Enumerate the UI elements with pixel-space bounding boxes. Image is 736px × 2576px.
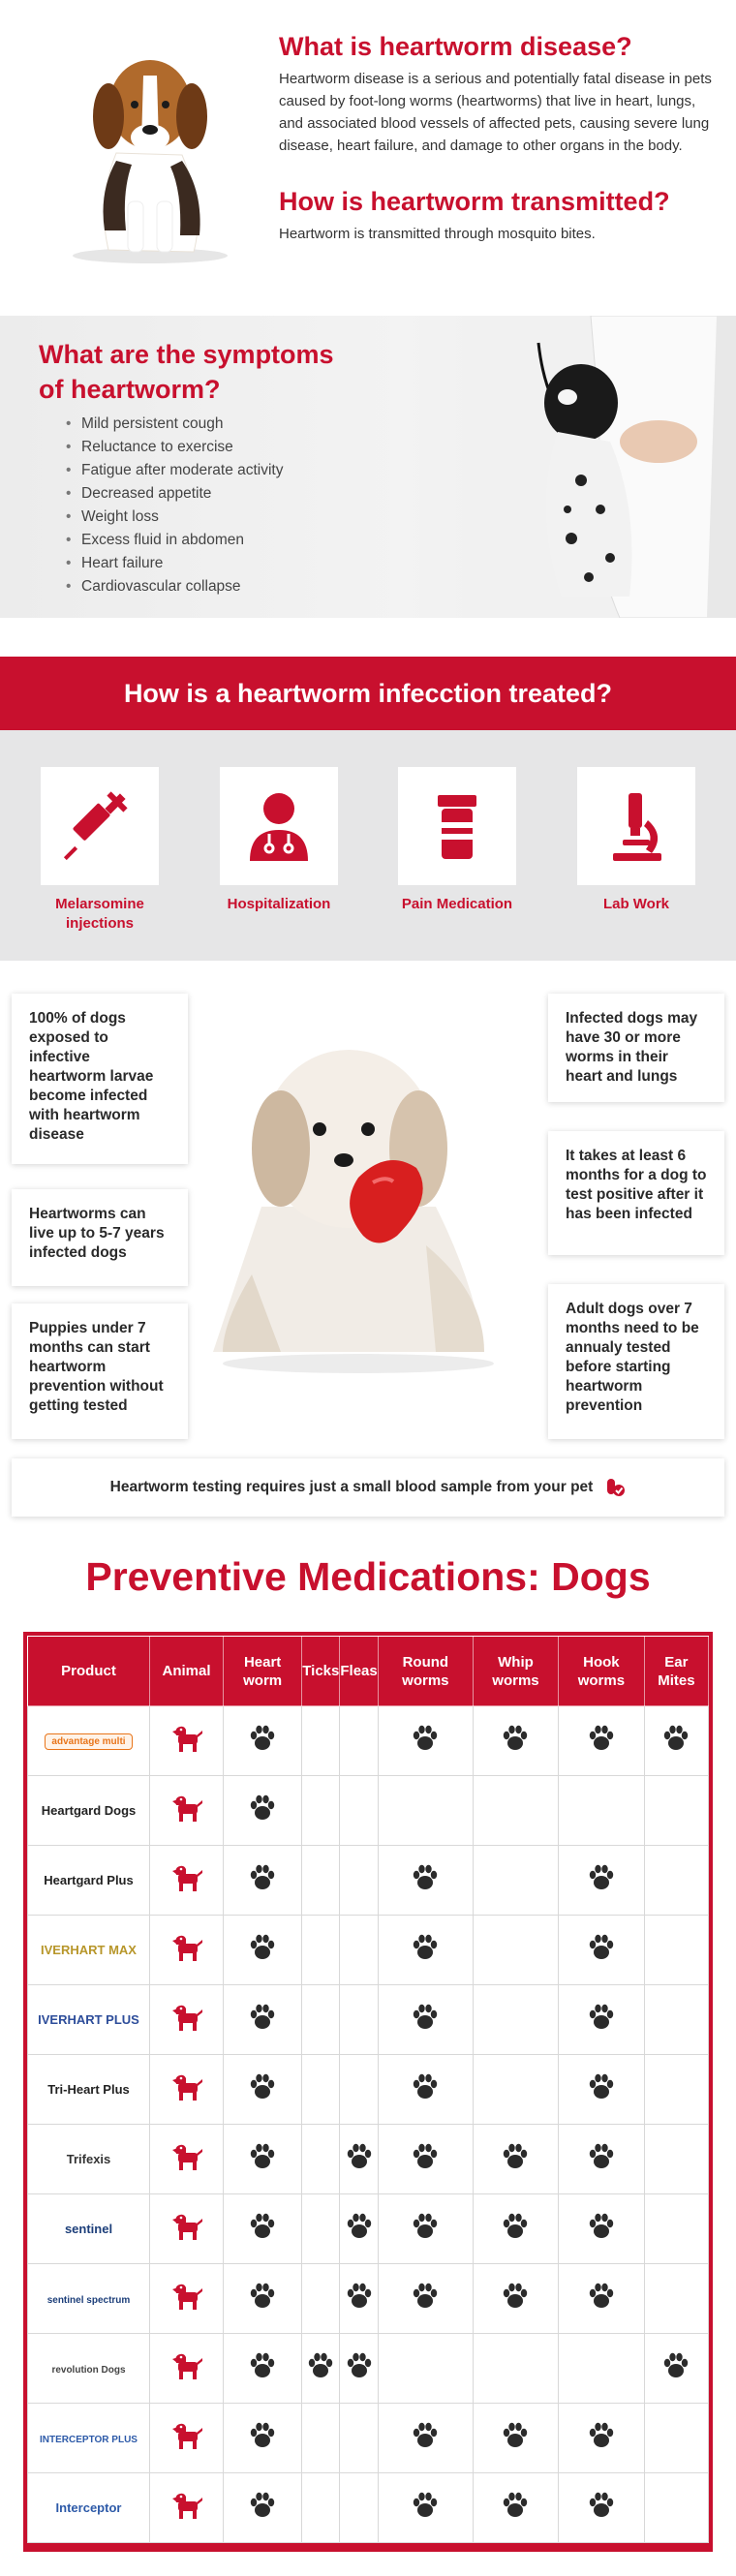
paw-icon bbox=[501, 2492, 530, 2519]
table-body bbox=[28, 1706, 709, 2543]
coverage-cell bbox=[644, 1916, 708, 1985]
coverage-cell bbox=[224, 2194, 302, 2264]
coverage-cell bbox=[302, 1706, 340, 1776]
treatment-label: Melarsomine injections bbox=[55, 896, 144, 932]
product-logo-cell bbox=[28, 1706, 150, 1776]
coverage-cell bbox=[340, 1985, 378, 2055]
header-whipworms: Whip worms bbox=[473, 1637, 558, 1706]
symptom-item: • Cardiovascular collapse bbox=[66, 575, 284, 598]
coverage-cell bbox=[558, 1846, 644, 1916]
coverage-cell bbox=[473, 2194, 558, 2264]
coverage-cell bbox=[558, 1916, 644, 1985]
header-animal: Animal bbox=[150, 1637, 224, 1706]
product-logo: IVERHART PLUS bbox=[38, 2011, 139, 2027]
coverage-cell bbox=[473, 2473, 558, 2543]
dog-icon bbox=[170, 2072, 203, 2101]
beagle-photo bbox=[58, 37, 242, 267]
product-logo-cell bbox=[28, 2055, 150, 2125]
paw-icon bbox=[248, 1864, 277, 1891]
coverage-cell bbox=[224, 2125, 302, 2194]
animal-cell bbox=[150, 2194, 224, 2264]
treatment-icon-box bbox=[220, 767, 338, 885]
coverage-cell bbox=[378, 1706, 473, 1776]
coverage-cell bbox=[340, 2334, 378, 2404]
dog-icon bbox=[170, 1863, 203, 1892]
coverage-cell bbox=[558, 2473, 644, 2543]
dog-icon bbox=[170, 1794, 203, 1823]
coverage-cell bbox=[644, 2125, 708, 2194]
fact-card: Adult dogs over 7 months need to be annualy tested before starting heartworm prevention bbox=[548, 1284, 724, 1439]
coverage-cell bbox=[378, 2055, 473, 2125]
product-logo-cell bbox=[28, 2125, 150, 2194]
coverage-cell bbox=[302, 2125, 340, 2194]
syringe-icon bbox=[61, 787, 138, 865]
paw-icon bbox=[587, 2213, 616, 2240]
paw-icon bbox=[411, 1934, 440, 1961]
paw-icon bbox=[411, 2073, 440, 2101]
coverage-cell bbox=[224, 1776, 302, 1846]
symptoms-heading: What are the symptoms of heartworm? bbox=[39, 340, 334, 404]
table-row bbox=[28, 2055, 709, 2125]
table-row bbox=[28, 1776, 709, 1846]
paw-icon bbox=[501, 2422, 530, 2449]
paw-icon bbox=[306, 2352, 335, 2379]
coverage-cell bbox=[340, 1916, 378, 1985]
symptom-item: • Decreased appetite bbox=[66, 482, 284, 506]
coverage-cell bbox=[644, 2055, 708, 2125]
coverage-cell bbox=[558, 1706, 644, 1776]
coverage-cell bbox=[473, 2125, 558, 2194]
paw-icon bbox=[587, 2004, 616, 2031]
animal-cell bbox=[150, 2334, 224, 2404]
symptom-item: • Excess fluid in abdomen bbox=[66, 529, 284, 552]
product-logo-cell bbox=[28, 1916, 150, 1985]
coverage-cell bbox=[378, 2473, 473, 2543]
coverage-cell bbox=[473, 1916, 558, 1985]
blood-sample-note bbox=[12, 1458, 724, 1517]
symptom-item: • Weight loss bbox=[66, 506, 284, 529]
coverage-cell bbox=[558, 2264, 644, 2334]
dog-icon bbox=[170, 2282, 203, 2311]
header-hookworms: Hook worms bbox=[558, 1637, 644, 1706]
coverage-cell bbox=[644, 2334, 708, 2404]
table-row bbox=[28, 1706, 709, 1776]
coverage-cell bbox=[644, 1985, 708, 2055]
animal-cell bbox=[150, 2473, 224, 2543]
product-logo: Heartgard Plus bbox=[44, 1872, 134, 1887]
coverage-cell bbox=[378, 2404, 473, 2473]
paw-icon bbox=[587, 2143, 616, 2170]
preventive-table bbox=[23, 1632, 713, 2552]
paw-icon bbox=[248, 2352, 277, 2379]
paw-icon bbox=[248, 2283, 277, 2310]
fact-card: 100% of dogs exposed to infective heartworm larvae become infected with heartworm disease bbox=[12, 994, 188, 1164]
coverage-cell bbox=[224, 1985, 302, 2055]
coverage-cell bbox=[473, 1985, 558, 2055]
blood-tube-icon bbox=[604, 1477, 626, 1498]
coverage-cell bbox=[558, 2125, 644, 2194]
paw-icon bbox=[248, 2143, 277, 2170]
coverage-cell bbox=[558, 1985, 644, 2055]
paw-icon bbox=[248, 2213, 277, 2240]
treatment-icon-box bbox=[398, 767, 516, 885]
symptom-item: • Fatigue after moderate activity bbox=[66, 459, 284, 482]
coverage-cell bbox=[473, 2404, 558, 2473]
coverage-cell bbox=[558, 2055, 644, 2125]
coverage-cell bbox=[340, 1776, 378, 1846]
treatment-icon-box bbox=[41, 767, 159, 885]
coverage-cell bbox=[558, 2404, 644, 2473]
product-logo: advantage multi bbox=[45, 1733, 132, 1750]
coverage-cell bbox=[340, 1846, 378, 1916]
coverage-cell bbox=[224, 2473, 302, 2543]
product-logo: Heartgard Dogs bbox=[41, 1802, 137, 1818]
coverage-cell bbox=[340, 2055, 378, 2125]
treatment-label: Lab Work bbox=[602, 896, 670, 912]
coverage-cell bbox=[224, 2264, 302, 2334]
coverage-cell bbox=[644, 2404, 708, 2473]
fact-card: Heartworms can live up to 5-7 years infected dogs bbox=[12, 1189, 188, 1286]
paw-icon bbox=[345, 2143, 374, 2170]
product-logo-cell bbox=[28, 2194, 150, 2264]
table-header-row bbox=[28, 1637, 709, 1706]
product-logo-cell bbox=[28, 2334, 150, 2404]
paw-icon bbox=[345, 2213, 374, 2240]
paw-icon bbox=[587, 1864, 616, 1891]
table-row bbox=[28, 1916, 709, 1985]
product-logo-cell bbox=[28, 1846, 150, 1916]
disease-heading: What is heartworm disease? bbox=[279, 32, 632, 61]
paw-icon bbox=[345, 2352, 374, 2379]
intro-text bbox=[279, 31, 715, 245]
treatment-panel bbox=[0, 730, 736, 961]
product-logo-cell bbox=[28, 2473, 150, 2543]
paw-icon bbox=[411, 2213, 440, 2240]
symptom-item: • Mild persistent cough bbox=[66, 413, 284, 436]
paw-icon bbox=[248, 2422, 277, 2449]
coverage-cell bbox=[473, 1706, 558, 1776]
coverage-cell bbox=[224, 2334, 302, 2404]
product-logo: IVERHART MAX bbox=[41, 1942, 137, 1957]
coverage-cell bbox=[473, 2055, 558, 2125]
header-heartworm: Heart worm bbox=[224, 1637, 302, 1706]
fact-card: It takes at least 6 months for a dog to test positive after it has been infected bbox=[548, 1131, 724, 1255]
blood-sample-text: Heartworm testing requires just a small blood sample from your pet bbox=[109, 1479, 594, 1495]
transmission-description: Heartworm is transmitted through mosquito bites. bbox=[279, 226, 596, 242]
treatment-card-melarsomine bbox=[41, 767, 159, 934]
coverage-cell bbox=[340, 2264, 378, 2334]
coverage-cell bbox=[302, 1916, 340, 1985]
paw-icon bbox=[411, 2004, 440, 2031]
coverage-cell bbox=[473, 2264, 558, 2334]
paw-icon bbox=[248, 2492, 277, 2519]
treatment-label: Pain Medication bbox=[401, 896, 513, 912]
treatment-card-hospitalization bbox=[220, 767, 338, 914]
fact-card: Puppies under 7 months can start heartworm prevention without getting tested bbox=[12, 1303, 188, 1439]
paw-icon bbox=[248, 1794, 277, 1822]
header-roundworms: Round worms bbox=[378, 1637, 473, 1706]
transmission-heading: How is heartworm transmitted? bbox=[279, 187, 670, 216]
paw-icon bbox=[587, 2492, 616, 2519]
dog-icon bbox=[170, 1933, 203, 1962]
animal-cell bbox=[150, 1706, 224, 1776]
paw-icon bbox=[248, 2073, 277, 2101]
paw-icon bbox=[587, 2073, 616, 2101]
coverage-cell bbox=[473, 1776, 558, 1846]
coverage-cell bbox=[224, 2055, 302, 2125]
paw-icon bbox=[587, 1934, 616, 1961]
dog-icon bbox=[170, 2212, 203, 2241]
coverage-cell bbox=[340, 2125, 378, 2194]
coverage-cell bbox=[378, 2264, 473, 2334]
coverage-cell bbox=[473, 2334, 558, 2404]
coverage-cell bbox=[644, 2473, 708, 2543]
paw-icon bbox=[411, 1725, 440, 1752]
coverage-cell bbox=[378, 1846, 473, 1916]
coverage-cell bbox=[558, 2194, 644, 2264]
coverage-cell bbox=[644, 2194, 708, 2264]
product-logo: Trifexis bbox=[66, 2151, 111, 2166]
coverage-cell bbox=[378, 2125, 473, 2194]
coverage-cell bbox=[224, 2404, 302, 2473]
coverage-cell bbox=[224, 1916, 302, 1985]
dog-icon bbox=[170, 2421, 203, 2450]
product-logo-cell bbox=[28, 2404, 150, 2473]
table-row bbox=[28, 1846, 709, 1916]
coverage-cell bbox=[644, 1776, 708, 1846]
dog-icon bbox=[170, 2142, 203, 2171]
table-row bbox=[28, 2264, 709, 2334]
coverage-cell bbox=[644, 1846, 708, 1916]
table-row bbox=[28, 1985, 709, 2055]
coverage-cell bbox=[340, 2473, 378, 2543]
paw-icon bbox=[248, 1934, 277, 1961]
microscope-icon bbox=[598, 787, 675, 865]
coverage-cell bbox=[302, 2055, 340, 2125]
symptom-item: • Reluctance to exercise bbox=[66, 436, 284, 459]
treatment-heading: How is a heartworm infecction treated? bbox=[123, 678, 613, 708]
table-row bbox=[28, 2194, 709, 2264]
paw-icon bbox=[411, 2492, 440, 2519]
product-logo: sentinel spectrum bbox=[46, 2294, 131, 2306]
coverage-cell bbox=[378, 1985, 473, 2055]
treatment-banner bbox=[0, 657, 736, 730]
treatment-icon-box bbox=[577, 767, 695, 885]
paw-icon bbox=[248, 2004, 277, 2031]
paw-icon bbox=[501, 2143, 530, 2170]
pill-bottle-icon bbox=[418, 787, 496, 865]
animal-cell bbox=[150, 1846, 224, 1916]
coverage-cell bbox=[302, 2194, 340, 2264]
header-product: Product bbox=[28, 1637, 150, 1706]
coverage-cell bbox=[224, 1846, 302, 1916]
dog-icon bbox=[170, 2003, 203, 2032]
product-logo: Interceptor bbox=[55, 2499, 122, 2515]
vet-with-dog-photo bbox=[475, 316, 736, 618]
treatment-card-pain-medication bbox=[398, 767, 516, 914]
treatment-card-lab-work bbox=[577, 767, 695, 914]
paw-icon bbox=[661, 1725, 690, 1752]
paw-icon bbox=[587, 1725, 616, 1752]
paw-icon bbox=[411, 2143, 440, 2170]
coverage-cell bbox=[302, 2473, 340, 2543]
coverage-cell bbox=[302, 1846, 340, 1916]
paw-icon bbox=[587, 2422, 616, 2449]
coverage-cell bbox=[340, 2404, 378, 2473]
animal-cell bbox=[150, 2264, 224, 2334]
disease-description: Heartworm disease is a serious and potentially fatal disease in pets caused by foot-long worms (heartworms) that live in heart, lungs, and associated blood vessels of affected pets, causing severe lung disease, heart failure, and damage to other organs in the body. bbox=[279, 71, 712, 154]
dog-icon bbox=[170, 1724, 203, 1753]
coverage-cell bbox=[378, 2334, 473, 2404]
coverage-cell bbox=[644, 1706, 708, 1776]
coverage-cell bbox=[302, 2264, 340, 2334]
header-fleas: Fleas bbox=[340, 1637, 378, 1706]
treatment-label: Hospitalization bbox=[227, 896, 331, 912]
table-row bbox=[28, 2404, 709, 2473]
paw-icon bbox=[411, 2422, 440, 2449]
fact-card: Infected dogs may have 30 or more worms in their heart and lungs bbox=[548, 994, 724, 1102]
product-logo-cell bbox=[28, 2264, 150, 2334]
table-row bbox=[28, 2125, 709, 2194]
symptom-item: • Heart failure bbox=[66, 552, 284, 575]
table-row bbox=[28, 2334, 709, 2404]
coverage-cell bbox=[378, 1916, 473, 1985]
paw-icon bbox=[248, 1725, 277, 1752]
coverage-cell bbox=[302, 1985, 340, 2055]
product-logo: sentinel bbox=[64, 2221, 113, 2236]
paw-icon bbox=[411, 1864, 440, 1891]
dog-icon bbox=[170, 2351, 203, 2380]
paw-icon bbox=[661, 2352, 690, 2379]
paw-icon bbox=[501, 2213, 530, 2240]
coverage-cell bbox=[302, 2334, 340, 2404]
header-ticks: Ticks bbox=[302, 1637, 340, 1706]
coverage-cell bbox=[558, 1776, 644, 1846]
coverage-cell bbox=[340, 2194, 378, 2264]
dog-icon bbox=[170, 2491, 203, 2520]
paw-icon bbox=[587, 2283, 616, 2310]
product-logo: Tri-Heart Plus bbox=[47, 2081, 130, 2097]
product-logo: INTERCEPTOR PLUS bbox=[40, 2434, 138, 2445]
product-logo-cell bbox=[28, 1776, 150, 1846]
symptoms-section bbox=[0, 316, 736, 618]
product-logo-cell bbox=[28, 1985, 150, 2055]
paw-icon bbox=[501, 1725, 530, 1752]
coverage-cell bbox=[302, 1776, 340, 1846]
animal-cell bbox=[150, 2125, 224, 2194]
coverage-cell bbox=[378, 1776, 473, 1846]
doctor-icon bbox=[240, 787, 318, 865]
product-logo: revolution Dogs bbox=[51, 2364, 126, 2376]
animal-cell bbox=[150, 1776, 224, 1846]
coverage-cell bbox=[378, 2194, 473, 2264]
symptoms-list bbox=[66, 413, 284, 598]
coverage-cell bbox=[473, 1846, 558, 1916]
paw-icon bbox=[501, 2283, 530, 2310]
paw-icon bbox=[411, 2283, 440, 2310]
header-ear-mites: Ear Mites bbox=[644, 1637, 708, 1706]
animal-cell bbox=[150, 2055, 224, 2125]
coverage-cell bbox=[302, 2404, 340, 2473]
table-row bbox=[28, 2473, 709, 2543]
intro-section bbox=[0, 0, 736, 291]
coverage-cell bbox=[340, 1706, 378, 1776]
coverage-cell bbox=[224, 1706, 302, 1776]
fluffy-dog-with-heart-photo bbox=[194, 1032, 513, 1381]
animal-cell bbox=[150, 2404, 224, 2473]
animal-cell bbox=[150, 1985, 224, 2055]
animal-cell bbox=[150, 1916, 224, 1985]
coverage-cell bbox=[558, 2334, 644, 2404]
paw-icon bbox=[345, 2283, 374, 2310]
preventive-heading: Preventive Medications: Dogs bbox=[85, 1554, 651, 1599]
coverage-cell bbox=[644, 2264, 708, 2334]
